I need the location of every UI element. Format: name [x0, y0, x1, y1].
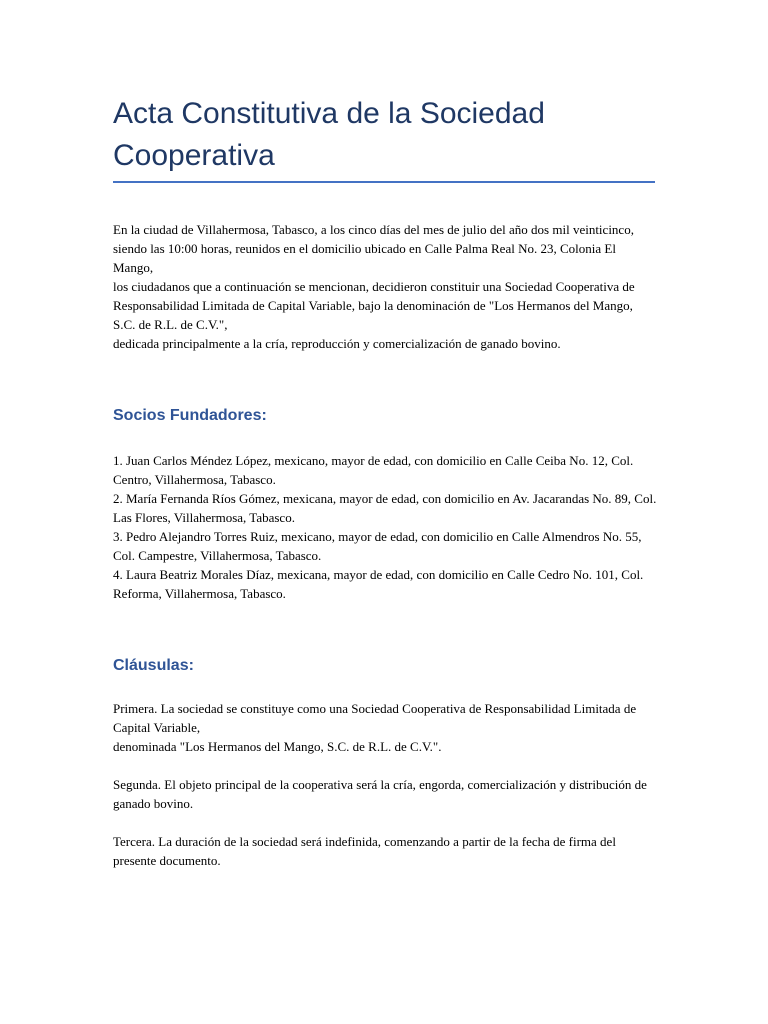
socio-item: 2. María Fernanda Ríos Gómez, mexicana, mayor de edad, con domicilio en Av. Jacarandas No. 89, Col. Las Flores, Villahermosa, Tabasco.: [113, 491, 657, 525]
intro-line: siendo las 10:00 horas, reunidos en el domicilio ubicado en Calle Palma Real No. 23, Colonia El Mango,: [113, 241, 616, 275]
intro-line: dedicada principalmente a la cría, reproducción y comercialización de ganado bovino.: [113, 336, 561, 351]
socios-heading: Socios Fundadores:: [113, 407, 267, 424]
document-title: [113, 93, 658, 181]
socio-item: 4. Laura Beatriz Morales Díaz, mexicana, mayor de edad, con domicilio en Calle Cedro No. 101, Col. Reforma, Villahermosa, Tabasco.: [113, 567, 644, 601]
title-line-1: Acta Constitutiva de la Sociedad: [113, 97, 545, 130]
intro-paragraph: [113, 220, 658, 353]
clausula-primera-line: Primera. La sociedad se constituye como una Sociedad Cooperativa de Responsabilidad Limitada de Capital Variable,: [113, 701, 637, 735]
title-line-2: Cooperativa: [113, 139, 275, 172]
clausulas-heading: Cláusulas:: [113, 657, 194, 674]
clausula-segunda: Segunda. El objeto principal de la cooperativa será la cría, engorda, comercialización y distribución de ganado bovino.: [113, 777, 647, 811]
clausula-primera: [113, 699, 658, 756]
title-underline: [113, 181, 655, 183]
clausula-primera-line: denominada "Los Hermanos del Mango, S.C. de R.L. de C.V.".: [113, 739, 442, 754]
clausula-tercera: Tercera. La duración de la sociedad será indefinida, comenzando a partir de la fecha de firma del presente documento.: [113, 834, 616, 868]
intro-line: En la ciudad de Villahermosa, Tabasco, a los cinco días del mes de julio del año dos mil veinticinco,: [113, 222, 634, 237]
intro-line: los ciudadanos que a continuación se mencionan, decidieron constituir una Sociedad Cooperativa de: [113, 279, 635, 294]
document-page: [113, 93, 658, 870]
socios-list: [113, 451, 658, 603]
socio-item: 1. Juan Carlos Méndez López, mexicano, mayor de edad, con domicilio en Calle Ceiba No. 12, Col. Centro, Villahermosa, Tabasco.: [113, 453, 634, 487]
socio-item: 3. Pedro Alejandro Torres Ruiz, mexicano, mayor de edad, con domicilio en Calle Almendros No. 55, Col. Campestre, Villahermosa, Tabasco.: [113, 529, 642, 563]
intro-line: Responsabilidad Limitada de Capital Variable, bajo la denominación de "Los Hermanos del Mango, S.C. de R.L. de C.V.",: [113, 298, 633, 332]
